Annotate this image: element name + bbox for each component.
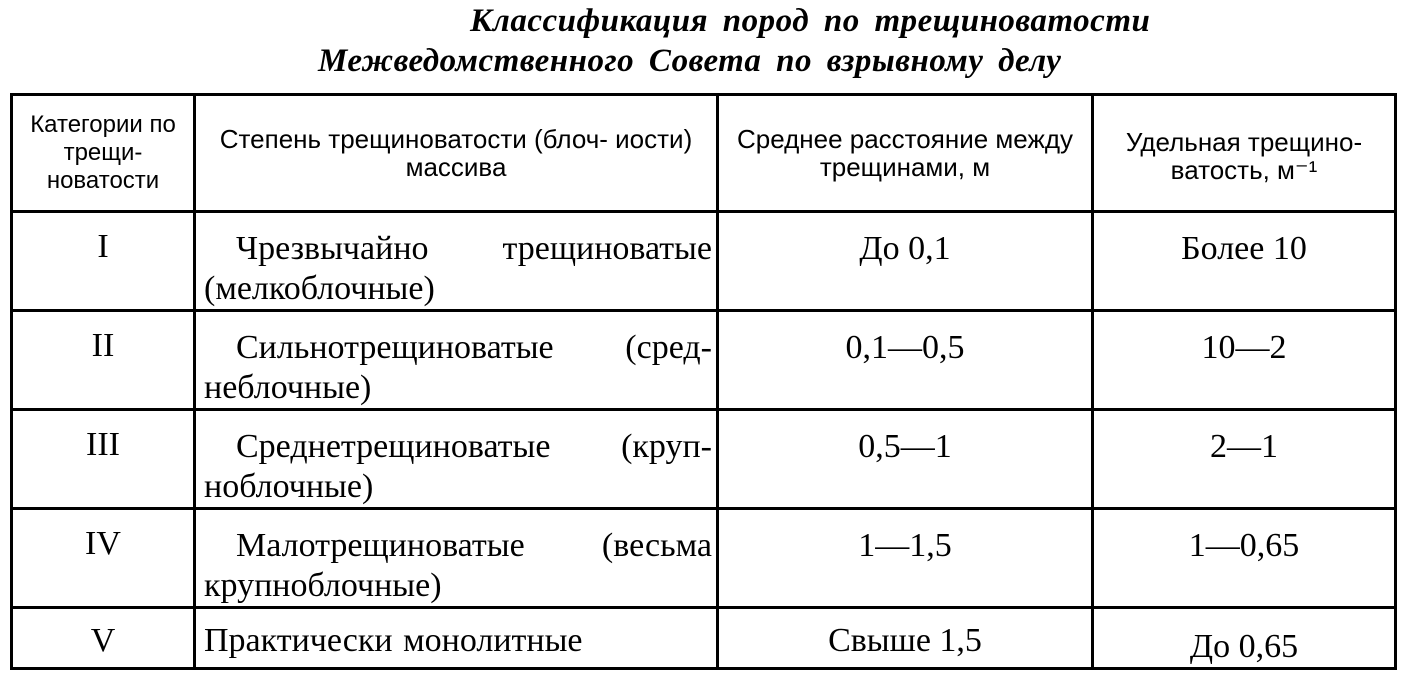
- cell-distance: До 0,1: [718, 212, 1093, 311]
- cell-description: Чрезвычайно трещиноватые (мелкоблочные): [195, 212, 718, 311]
- title-line-1: Классификация пород по трещиноватости: [470, 3, 1151, 39]
- cell-specific: До 0,65: [1093, 608, 1396, 669]
- classification-table: [10, 93, 1397, 670]
- cell-description: Сильнотрещиноватые (сред- неблочные): [195, 311, 718, 410]
- cell-description: Среднетрещиноватые (круп- ноблочные): [195, 410, 718, 509]
- table-row: [12, 410, 1396, 509]
- cell-specific: Более 10: [1093, 212, 1396, 311]
- cell-category: I: [12, 212, 195, 311]
- table-row: [12, 608, 1396, 669]
- cell-distance: Свыше 1,5: [718, 608, 1093, 669]
- header-category: Категории по трещи- новатости: [12, 95, 195, 212]
- header-degree: Степень трещиноватости (блоч- иости) массива: [195, 95, 718, 212]
- table-row: [12, 509, 1396, 608]
- cell-category: II: [12, 311, 195, 410]
- table-row: [12, 311, 1396, 410]
- title-line-2: Межведомственного Совета по взрывному делу: [318, 43, 1062, 79]
- cell-description: Малотрещиноватые (весьма крупноблочные): [195, 509, 718, 608]
- table-row: [12, 212, 1396, 311]
- cell-category: III: [12, 410, 195, 509]
- table-header-row: [12, 95, 1396, 212]
- cell-category: V: [12, 608, 195, 669]
- cell-distance: 0,5—1: [718, 410, 1093, 509]
- document-title: [0, 2, 1405, 82]
- cell-specific: 10—2: [1093, 311, 1396, 410]
- header-distance: Среднее расстояние между трещинами, м: [718, 95, 1093, 212]
- cell-distance: 0,1—0,5: [718, 311, 1093, 410]
- cell-specific: 2—1: [1093, 410, 1396, 509]
- cell-specific: 1—0,65: [1093, 509, 1396, 608]
- cell-description: Практически монолитные: [195, 608, 718, 669]
- cell-category: IV: [12, 509, 195, 608]
- cell-distance: 1—1,5: [718, 509, 1093, 608]
- header-specific: Удельная трещино- ватость, м⁻¹: [1093, 95, 1396, 212]
